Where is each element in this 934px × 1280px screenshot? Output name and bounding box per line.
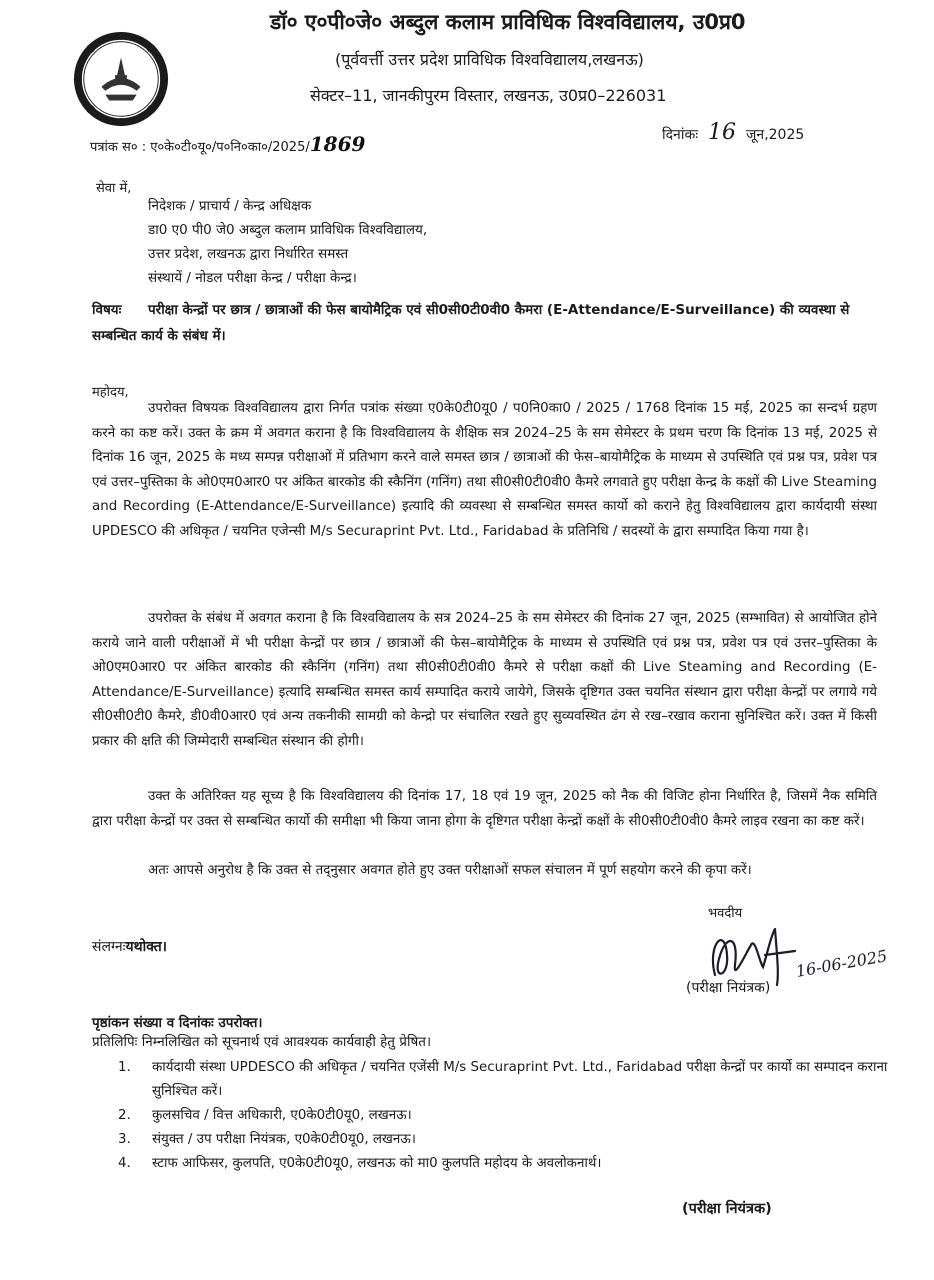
list-item-number: 4. bbox=[118, 1156, 131, 1171]
letter-date bbox=[662, 120, 804, 145]
reference-number bbox=[90, 132, 365, 156]
list-item-number: 3. bbox=[118, 1132, 131, 1147]
list-item-text: कुलसचिव / वित्त अधिकारी, ए0के0टी0यू0, लखनऊ। bbox=[152, 1108, 412, 1123]
signatory-title: (परीक्षा नियंत्रक) bbox=[686, 980, 771, 996]
greeting: महोदय, bbox=[92, 385, 129, 400]
list-item-number: 1. bbox=[118, 1060, 131, 1075]
university-name: डॉ० ए०पी०जे० अब्दुल कलाम प्राविधिक विश्वविद्यालय, उ0प्र0 bbox=[270, 10, 746, 34]
list-item-number: 2. bbox=[118, 1108, 131, 1123]
enclosure-label: संलग्नः bbox=[92, 939, 126, 955]
list-item-text: कार्यदायी संस्था UPDESCO की अधिकृत / चयनित एजेंसी M/s Securaprint Pvt. Ltd., Faridabad परीक्षा केन्द्रों पर कार्यो का सम्पादन कराना सुनिश्चित करें। bbox=[152, 1060, 888, 1099]
recipient-line: उत्तर प्रदेश, लखनऊ द्वारा निर्धारित समस्त bbox=[148, 246, 349, 262]
body-paragraph: अतः आपसे अनुरोध है कि उक्त से तद्नुसार अवगत होते हुए उक्त परीक्षाओं सफल संचालन में पूर्ण सहयोग करने की कृपा करें। bbox=[148, 863, 752, 878]
date-month-year: जून,2025 bbox=[746, 127, 805, 143]
enclosure bbox=[92, 937, 167, 956]
body-paragraph: उपरोक्त विषयक विश्वविद्यालय द्वारा निर्गत पत्रांक संख्या ए0के0टी0यू0 / प0नि0का0 / 2025 / 1768 दिनांक 15 मई, 2025 का सन्दर्भ ग्रहण करने का कष्ट करें। उक्त के क्रम में अवगत कराना है कि विश्वविद्यालय के शैक्षिक सत्र 2024–25 के सम सेमेस्टर के प्रथम चरण कि दिनांक 13 मई, 2025 से दिनांक 16 जून, 2025 के मध्य सम्पन्न परीक्षाओं में प्रतिभाग करने वाले समस्त छात्र / छात्राओं की फेस–बायोमैट्रिक के माध्यम से उपस्थिति एवं प्रश्न पत्र, प्रवेश पत्र एवं उत्तर–पुस्तिका के ओ0एम0आर0 पर अंकित बारकोड की स्कैनिंग (गनिंग) तथा सी0सी0टी0वी0 कैमरे लगवाते हुए परीक्षा केन्द्र के कक्षों की Live Steaming and Recording (E-Attendance/E-Surveillance) इत्यादि की व्यवस्था से सम्बन्धित समस्त कार्यो को कराने हेतु विश्वविद्यालय द्वारा कार्यदायी संस्था UPDESCO की अधिकृत / चयनित एजेन्सी M/s Securaprint Pvt. Ltd., Faridabad के प्रतिनिधि / सदस्यों के द्वारा सम्पादित किया गया है। bbox=[92, 401, 877, 539]
list-item-text: संयुक्त / उप परीक्षा नियंत्रक, ए0के0टी0यू0, लखनऊ। bbox=[152, 1132, 416, 1147]
subject-text: परीक्षा केन्द्रों पर छात्र / छात्राओं की फेस बायोमैट्रिक एवं सी0सी0टी0वी0 कैमरा (E-Attendance/E-Surveillance) की व्यवस्था से सम्बन्धित कार्य के संबंध में। bbox=[92, 302, 850, 344]
reference-label: पत्रांक स० : ए०के०टी०यू०/प०नि०का०/2025/ bbox=[90, 140, 310, 155]
university-seal-logo bbox=[72, 30, 170, 128]
body-paragraph: उपरोक्त के संबंध में अवगत कराना है कि विश्वविद्यालय के सत्र 2024–25 के सम सेमेस्टर की दिनांक 27 जून, 2025 (सम्भावित) से आयोजित होने कराये जाने वाली परीक्षाओं में भी परीक्षा केन्द्रों पर छात्र / छात्राओं की फेस–बायोमैट्रिक के माध्यम से उपस्थिति एवं प्रश्न पत्र, प्रवेश पत्र एवं उत्तर–पुस्तिका के ओ0एम0आर0 पर अंकित बारकोड की स्कैनिंग (गनिंग) तथा सी0सी0टी0वी0 कैमरे से परीक्षा कक्षों की Live Steaming and Recording (E-Attendance/E-Surveillance) इत्यादि सम्बन्धित समस्त कार्य सम्पादित कराये जायेगे, जिसके दृष्टिगत उक्त चयनित संस्थान द्वारा परीक्षा केन्द्रों पर लगाये गये सी0सी0टी0 कैमरे, डी0वी0आर0 एवं अन्य तकनीकी सामग्री को केन्द्रो पर संचालित रखते हुए सुव्यवस्थित ढंग से रख–रखाव कराना सुनिश्चित करें। उक्त में किसी प्रकार की क्षति की जिम्मेदारी सम्बन्धित संस्थान की होगी। bbox=[92, 611, 877, 749]
university-address: सेक्टर–11, जानकीपुरम विस्तार, लखनऊ, उ0प्र0–226031 bbox=[310, 86, 667, 105]
salutation: सेवा में, bbox=[96, 181, 132, 196]
endorsement-heading: पृष्ठांकन संख्या व दिनांकः उपरोक्त। bbox=[92, 1015, 263, 1031]
enclosure-value: यथोक्त। bbox=[125, 939, 167, 955]
list-item-text: स्टाफ आफिसर, कुलपति, ए0के0टी0यू0, लखनऊ को मा0 कुलपति महोदय के अवलोकनार्थ। bbox=[152, 1156, 602, 1171]
recipient-address bbox=[148, 194, 427, 290]
closing: भवदीय bbox=[708, 906, 743, 921]
copy-line: प्रतिलिपिः निम्नलिखित को सूचनार्थ एवं आवश्यक कार्यवाही हेतु प्रेषित। bbox=[92, 1034, 432, 1050]
list-item bbox=[118, 1128, 888, 1152]
date-label: दिनांकः bbox=[662, 127, 699, 143]
subject-label: विषयः bbox=[92, 302, 122, 318]
reference-handwritten-number: 1869 bbox=[309, 132, 366, 156]
copy-list bbox=[118, 1056, 888, 1176]
former-university-name: (पूर्ववर्त्ती उत्तर प्रदेश प्राविधिक विश्वविद्यालय,लखनऊ) bbox=[335, 50, 644, 69]
footer-signatory-title: (परीक्षा नियंत्रक) bbox=[682, 1201, 772, 1217]
body-paragraph: उक्त के अतिरिक्त यह सूच्य है कि विश्वविद्यालय की दिनांक 17, 18 एवं 19 जून, 2025 को नैक की विजिट होना निर्धारित है, जिसमें नैक समिति द्वारा परीक्षा केन्द्रों पर उक्त से सम्बन्धित कार्यो की समीक्षा भी किया जाना होगा के दृष्टिगत परीक्षा केन्द्रों कक्षों के सी0सी0टी0वी0 कैमरे लाइव रखना का कष्ट करें। bbox=[92, 789, 877, 829]
list-item bbox=[118, 1056, 888, 1104]
list-item bbox=[118, 1152, 888, 1176]
date-day: 16 bbox=[708, 120, 737, 145]
signature-date: 16-06-2025 bbox=[794, 946, 889, 981]
subject bbox=[92, 297, 892, 349]
recipient-line: निदेशक / प्राचार्य / केन्द्र अधिक्षक bbox=[148, 198, 312, 214]
recipient-line: डा0 ए0 पी0 जे0 अब्दुल कलाम प्राविधिक विश्वविद्यालय, bbox=[148, 222, 428, 238]
recipient-line: संस्थायें / नोडल परीक्षा केन्द्र / परीक्षा केन्द्र। bbox=[148, 270, 357, 286]
list-item bbox=[118, 1104, 888, 1128]
